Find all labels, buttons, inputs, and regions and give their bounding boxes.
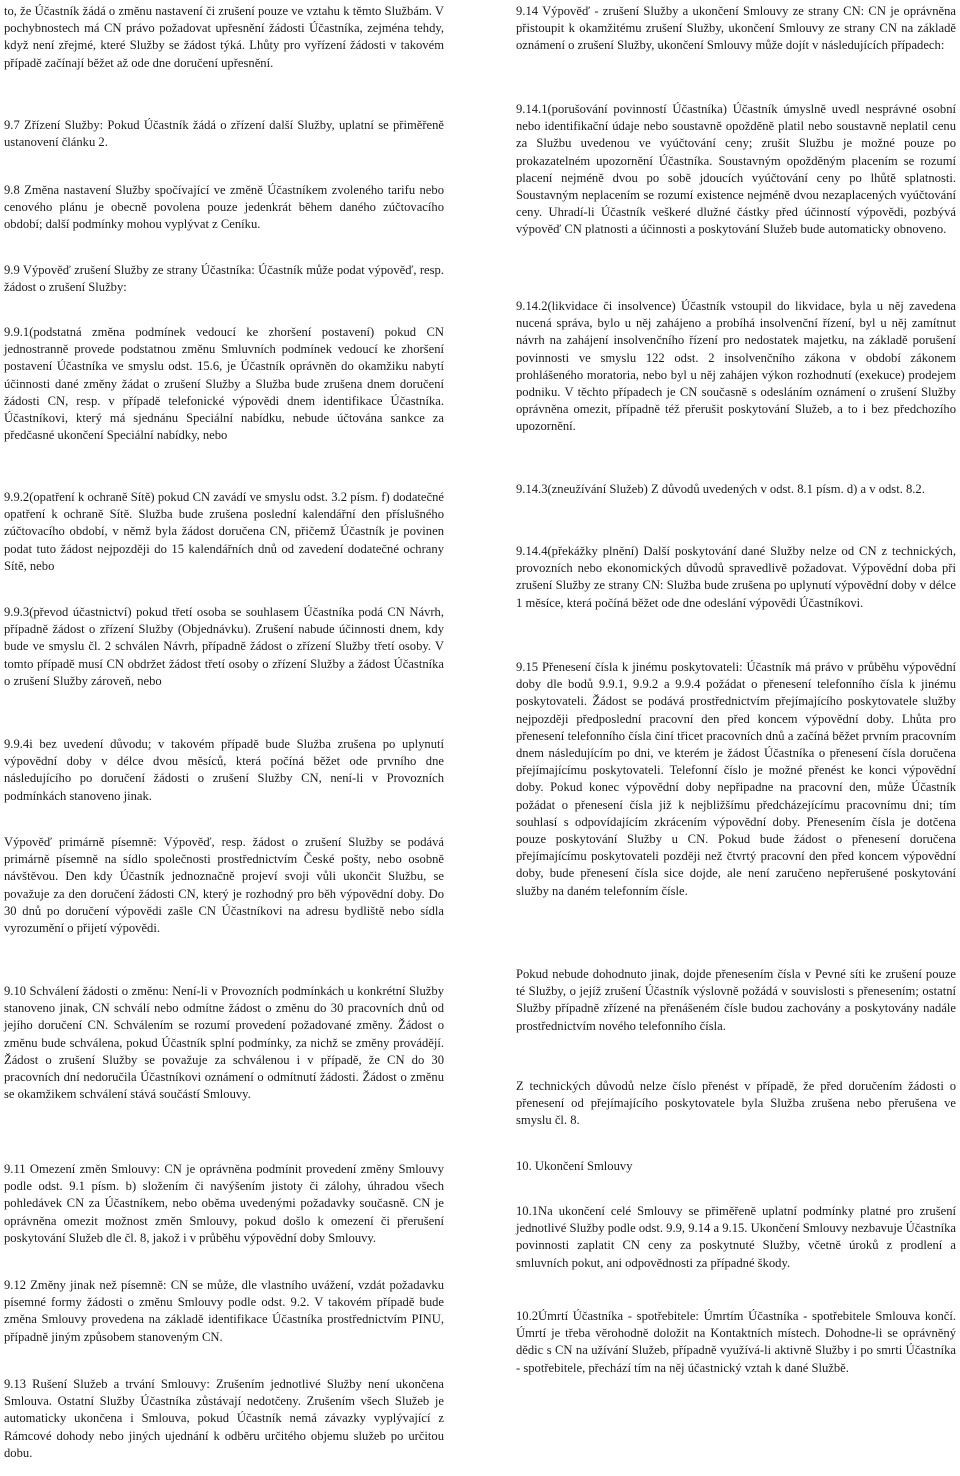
paragraph-9-7: 9.7 Zřízení Služby: Pokud Účastník žádá o zřízení další Služby, uplatní se přiměřeně ustanovení článku 2. bbox=[4, 118, 444, 150]
paragraph-9-9: 9.9 Výpověď zrušení Služby ze strany Účastníka: Účastník může podat výpověď, resp. žádost o zrušení Služby: bbox=[4, 263, 444, 295]
paragraph-written-notice: Výpověď primárně písemně: Výpověď, resp. žádost o zrušení Služby se podává primárně písemně na sídlo společnosti prostřednictvím České pošty, nebo osobně návštěvou. Den kdy Účastník jednoznačně projeví svoji vůli ukončit Službu, se považuje za den doručení žádosti CN, který je rozhodný pro běh výpovědní doby. Do 30 dnů po doručení výpovědi zašle CN Účastníkovi na adresu bydliště nebo sídla vyrozumění o přijetí výpovědi. bbox=[4, 835, 444, 936]
paragraph-9-12: 9.12 Změny jinak než písemně: CN se může, dle vlastního uvážení, vzdát požadavku písemné formy žádosti o změnu Smlouvy podle odst. 9.2. V takovém případě bude změna Smlouvy provedena na základě identifikace Účastníka prostřednictvím PINU, případně jiným způsobem stanoveným CN. bbox=[4, 1278, 444, 1344]
paragraph-9-9-2: 9.9.2(opatření k ochraně Sítě) pokud CN zavádí ve smyslu odst. 3.2 písm. f) dodatečné opatření k ochraně Sítě. Služba bude zrušena poslední kalendářní den příslušného zúčtovacího období, v němž byla žádost doručena CN, přičemž Účastník je povinen podat tuto žádost nejpozději do 15 kalendářních dnů od zavedení dodatečné ochrany Sítě, nebo bbox=[4, 490, 444, 573]
paragraph-9-14-1: 9.14.1(porušování povinností Účastníka) Účastník úmyslně uvedl nesprávné osobní nebo identifikační údaje nebo soustavně opožděně platil nebo soustavně neplatil cenu za Službu uvedenou ve vyúčtování ceny; zrušit Službu je možné pouze po prokazatelném upozornění Účastníka. Soustavným opožděným placením se rozumí placení nejméně dvou po sobě jdoucích vyúčtování ceny po lhůtě splatnosti. Soustavným neplacením se rozumí existence nejméně dvou nezaplacených vyúčtování ceny. Uhradí-li Účastník veškeré dlužné částky před účinností výpovědi, pozbývá výpověď CN platnosti a účinnosti a poskytování Služeb bude automaticky obnoveno. bbox=[516, 102, 956, 237]
paragraph-9-9-3: 9.9.3(převod účastnictví) pokud třetí osoba se souhlasem Účastníka podá CN Návrh, případně žádost o zřízení Služby (Objednávku). Zrušení nabude účinnosti dnem, kdy bude ve smyslu čl. 2 schválen Návrh, případně žádost o zřízení Služby třetí osoby. V tomto případě musí CN obdržet žádost třetí osoby o zřízení Služby a žádost Účastníka o zrušení Služby zároveň, nebo bbox=[4, 605, 444, 688]
paragraph-9-14-3: 9.14.3(zneužívání Služeb) Z důvodů uvedených v odst. 8.1 písm. d) a v odst. 8.2. bbox=[516, 482, 925, 496]
paragraph-9-9-1: 9.9.1(podstatná změna podmínek vedoucí ke zhoršení postavení) pokud CN jednostranně provede podstatnou změnu Smluvních podmínek vedoucí ke zhoršení postavení Účastníka ve smyslu odst. 15.6, je Účastník oprávněn do okamžiku nabytí účinnosti dané změny žádat o zrušení Služby a Služba bude zrušena dnem doručení žádosti CN, resp. v případě telefonické výpovědi dnem identifikace Účastníka. Účastníkovi, který má sjednánu Speciální nabídku, nebude účtována sankce za předčasné ukončení Speciální nabídky, nebo bbox=[4, 325, 444, 443]
paragraph-9-14-4: 9.14.4(překážky plnění) Další poskytování dané Služby nelze od CN z technických, provozních nebo ekonomických důvodů spravedlivě požadovat. Výpovědní doba při zrušení Služby ze strany CN: Služba bude zrušena po uplynutí výpovědní doby v délce 1 měsíce, která počíná běžet ode dne odeslání výpovědi Účastníkovi. bbox=[516, 544, 956, 610]
paragraph-10-2: 10.2Úmrtí Účastníka - spotřebitele: Úmrtím Účastníka - spotřebitele Smlouva končí. Úmrtí je třeba věrohodně doložit na Kontaktních místech. Dohodne-li se oprávněný dědic s CN na užívání Služeb, případně využívá-li aktivně Služby i po smrti Účastníka - spotřebitele, přechází tím na něj účastnický vztah k dané Službě. bbox=[516, 1309, 956, 1375]
paragraph-9-13: 9.13 Rušení Služeb a trvání Smlouvy: Zrušením jednotlivé Služby není ukončena Smlouva. Ostatní Služby Účastníka zůstávají nedotčeny. Zrušením všech Služeb je automaticky ukončena i Smlouva, pokud Účastník nemá závazky vyplývající z Rámcové dohody nebo jiných ujednání k odběru určitého objemu služeb po určitou dobu. bbox=[4, 1377, 444, 1460]
paragraph-9-10: 9.10 Schválení žádosti o změnu: Není-li v Provozních podmínkách u konkrétní Služby stanoveno jinak, CN schválí nebo odmítne žádost o změnu do 30 pracovních dnů od jejího doručení CN. Schválením se rozumí provedení požadované změny. Žádost o změnu bude schválena, pokud Účastník splní podmínky, za nichž se změny provádějí. Žádost o zrušení Služby se považuje za schválenou i v případě, že CN do 30 pracovních dní nedoručila Účastníkovi oznámení o odmítnutí žádosti. Žádost o změnu se okamžikem schválení stává součástí Smlouvy. bbox=[4, 984, 444, 1102]
paragraph-9-11: 9.11 Omezení změn Smlouvy: CN je oprávněna podmínit provedení změny Smlouvy podle odst. 9.1 písm. b) složením či navýšením jistoty či zálohy, úhradou všech pohledávek CN za Účastníkem, nebo oběma uvedenými požadavky současně. CN je oprávněna omezit možnost změn Smlouvy, pokud došlo k omezení či přerušení poskytování Služeb dle čl. 8, jakož i v průběhu výpovědní doby Smlouvy. bbox=[4, 1162, 444, 1245]
paragraph-9-8: 9.8 Změna nastavení Služby spočívající ve změně Účastníkem zvoleného tarifu nebo cenového plánu je obecně povolena pouze jedenkrát během daného zúčtovacího období; další podmínky mohou vyplývat z Ceníku. bbox=[4, 183, 444, 232]
paragraph-9-15: 9.15 Přenesení čísla k jinému poskytovateli: Účastník má právo v průběhu výpovědní doby dle bodů 9.9.1, 9.9.2 a 9.9.4 požádat o přenesení telefonního čísla k jinému poskytovateli. Žádost se podává prostřednictvím přejímajícího poskytovatele služby nejpozději předposlední pracovní den před koncem výpovědní doby. Lhůta pro přenesení telefonního čísla činí třicet pracovních dnů a začíná běžet prvním pracovním dnem následujícím po dni, ve kterém je žádost Účastníka o přenesení čísla doručena přejímajícímu poskytovateli. Telefonní číslo je možné přenést ke konci výpovědní doby. Pokud konec výpovědní doby nepřipadne na pracovní den, může Účastník požádat o přenesení čísla již k nejbližšímu předcházejícímu pracovnímu dni; tím souhlasí s odpovídajícím zkrácením výpovědní doby. Přenesením čísla je dotčena pouze poskytování Služby u CN. Pokud bude žádost o přenesení doručena přejímajícímu poskytovateli později než čtvrtý pracovní den před koncem výpovědní doby, bude přenesení čísla sice dojde, ale není zaručeno nepřerušené poskytování služby na daném telefonním čísle. bbox=[516, 660, 956, 898]
paragraph-9-14: 9.14 Výpověď - zrušení Služby a ukončení Smlouvy ze strany CN: CN je oprávněna přistoupit k okamžitému zrušení Služby, ukončení Smlouvy ze strany CN na základě oznámení o zrušení Služby, ukončení Smlouvy může dojít v následujících případech: bbox=[516, 4, 956, 53]
paragraph-fixed-network-port: Pokud nebude dohodnuto jinak, dojde přenesením čísla v Pevné síti ke zrušení pouze té Služby, o jejíž zrušení Účastník výslovně požádá v souvislosti s přenesením; ostatní Služby případně zřízené na přenášeném čísle budou zachovány a poskytovány nadále prostřednictvím nového telefonního čísla. bbox=[516, 967, 956, 1033]
paragraph-9-14-2: 9.14.2(likvidace či insolvence) Účastník vstoupil do likvidace, byla u něj zavedena nucená správa, bylo u něj zahájeno a probíhá insolvenční řízení, byl u něj zamítnut návrh na zahájení insolvenčního řízení pro nedostatek majetku, na základě porušení povinnosti ve smyslu 122 odst. 2 insolvenčního zákona v období zákonem prohlášeného moratoria, nebo byl u něj zahájen výkon rozhodnutí (exekuce) prodejem podniku. V těchto případech je CN současně s odesláním oznámení o zrušení Služby oprávněna omezit, případně též přerušit poskytování Služeb, a to i bez předchozího upozornění. bbox=[516, 299, 956, 434]
paragraph-request-clarification: to, že Účastník žádá o změnu nastavení či zrušení pouze ve vztahu k těmto Službám. V pochybnostech má CN právo požadovat upřesnění žádosti Účastníka, zejména tehdy, když není zřejmé, které Služby se žádost týká. Lhůty pro vyřízení žádosti v takovém případě začínají běžet až ode dne doručení upřesnění. bbox=[4, 4, 444, 70]
section-heading-10: 10. Ukončení Smlouvy bbox=[516, 1159, 633, 1173]
paragraph-9-9-4: 9.9.4i bez uvedení důvodu; v takovém případě bude Služba zrušena po uplynutí výpovědní doby v délce dvou měsíců, která počíná běžet ode prvního dne následujícího po doručení žádosti o zrušení Služby CN, není-li v Provozních podmínkách stanoveno jinak. bbox=[4, 737, 444, 803]
paragraph-10-1: 10.1Na ukončení celé Smlouvy se přiměřeně uplatní podmínky platné pro zrušení jednotlivé Služby podle odst. 9.9, 9.14 a 9.15. Ukončení Smlouvy nezbavuje Účastníka povinnosti zaplatit CN ceny za poskytnuté Služby, včetně úroků z prodlení a smluvních pokut, ani odpovědnosti za případné škody. bbox=[516, 1204, 956, 1270]
paragraph-technical-reasons: Z technických důvodů nelze číslo přenést v případě, že před doručením žádosti o přenesení od přejímajícího poskytovatele byla Služba zrušena nebo přerušena ve smyslu čl. 8. bbox=[516, 1079, 956, 1128]
